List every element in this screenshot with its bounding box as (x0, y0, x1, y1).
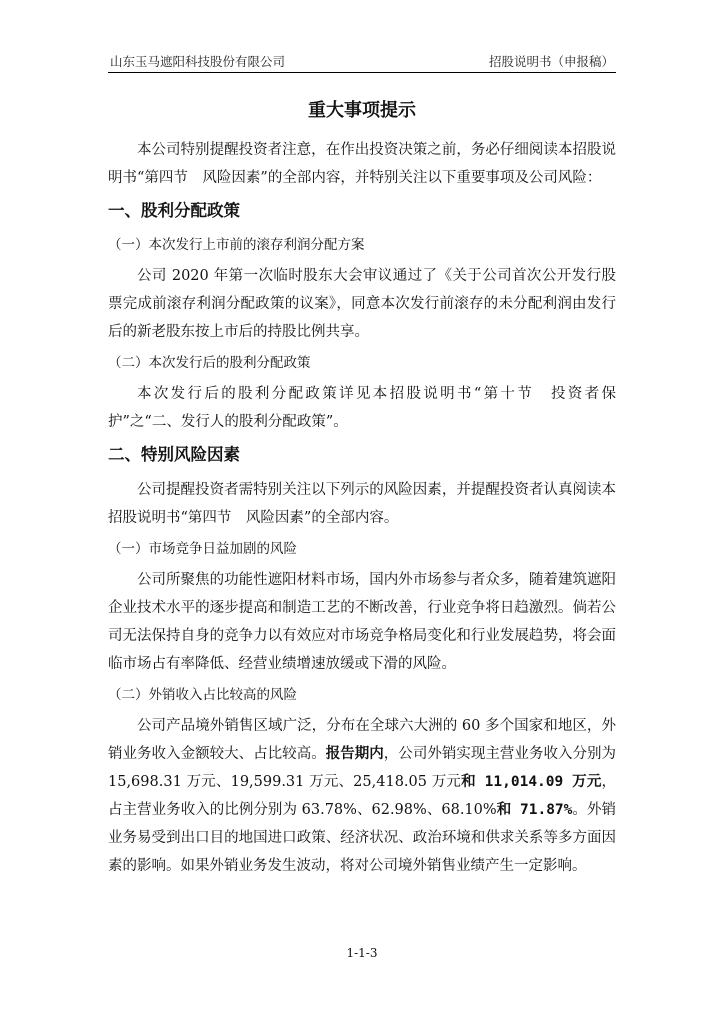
section-heading-dividend-policy: 一、股利分配政策 (108, 201, 240, 220)
post-issue-dividend-paragraph: 本次发行后的股利分配政策详见本招股说明书“第十节 投资者保护”之“二、发行人的股利分配政策”。 (108, 386, 616, 430)
subsection-heading-retained-profit: （一）本次发行上市前的滚存利润分配方案 (108, 237, 365, 253)
document-body (108, 96, 616, 884)
page-header (108, 50, 616, 72)
header-document-name: 招股说明书（申报稿） (488, 54, 614, 69)
page-title: 重大事项提示 (308, 100, 416, 121)
section-heading-special-risks: 二、特别风险因素 (108, 445, 240, 464)
retained-profit-paragraph: 公司 2020 年第一次临时股东大会审议通过了《关于公司首次公开发行股票完成前滚存利润分配政策的议案》，同意本次发行前滚存的未分配利润由发行后的新老股东按上市后的持股比例共享。 (108, 268, 616, 340)
export-risk-bold-latest-revenue: 和 11,014.09 万元 (461, 774, 602, 790)
special-risks-intro-paragraph: 公司提醒投资者需特别关注以下列示的风险因素，并提醒投资者认真阅读本招股说明书“第四节 风险因素”的全部内容。 (108, 482, 616, 526)
export-risk-bold-reporting-period: 报告期内 (325, 746, 384, 762)
export-risk-text-a: 公司产品境外销售区域广泛，分布在全球六大洲的 60 多个国家和地区，外销业务收入金额较大、占比较高。 (108, 718, 616, 762)
export-risk-text-g: 。外销业务易受到出口目的地国进口政策、经济状况、政治环境和供求关系等多方面因素的影响。如果外销业务发生波动，将对公司境外销售业绩产生一定影响。 (108, 802, 617, 874)
header-company-name: 山东玉马遮阳科技股份有限公司 (110, 54, 286, 69)
subsection-heading-post-issue-dividend: （二）本次发行后的股利分配政策 (108, 355, 311, 371)
competition-risk-paragraph: 公司所聚焦的功能性遮阳材料市场，国内外市场参与者众多，随着建筑遮阳企业技术水平的逐步提高和制造工艺的不断改善，行业竞争将日趋激烈。倘若公司无法保持自身的竞争力以有效应对市场竞争格局变化和行业发展趋势，将会面临市场占有率降低、经营业绩增速放缓或下滑的风险。 (108, 572, 616, 672)
subsection-heading-competition-risk: （一）市场竞争日益加剧的风险 (108, 541, 297, 557)
subsection-heading-export-risk: （二）外销收入占比较高的风险 (108, 687, 297, 703)
export-risk-text-c: ，公司外销实现主营业务收入分别为 15,698.31 万元、19,599.31 万元、25,418.05 万元 (108, 746, 617, 790)
intro-paragraph: 本公司特别提醒投资者注意，在作出投资决策之前，务必仔细阅读本招股说明书“第四节 风险因素”的全部内容，并特别关注以下重要事项及公司风险： (108, 142, 616, 186)
export-risk-text-e: ，占主营业务收入的比例分别为 63.78%、62.98%、68.10% (108, 774, 616, 818)
export-risk-bold-latest-ratio: 和 71.87% (496, 802, 573, 818)
export-risk-paragraph (108, 712, 616, 880)
header-divider (108, 72, 616, 73)
page-number: 1-1-3 (346, 946, 378, 960)
